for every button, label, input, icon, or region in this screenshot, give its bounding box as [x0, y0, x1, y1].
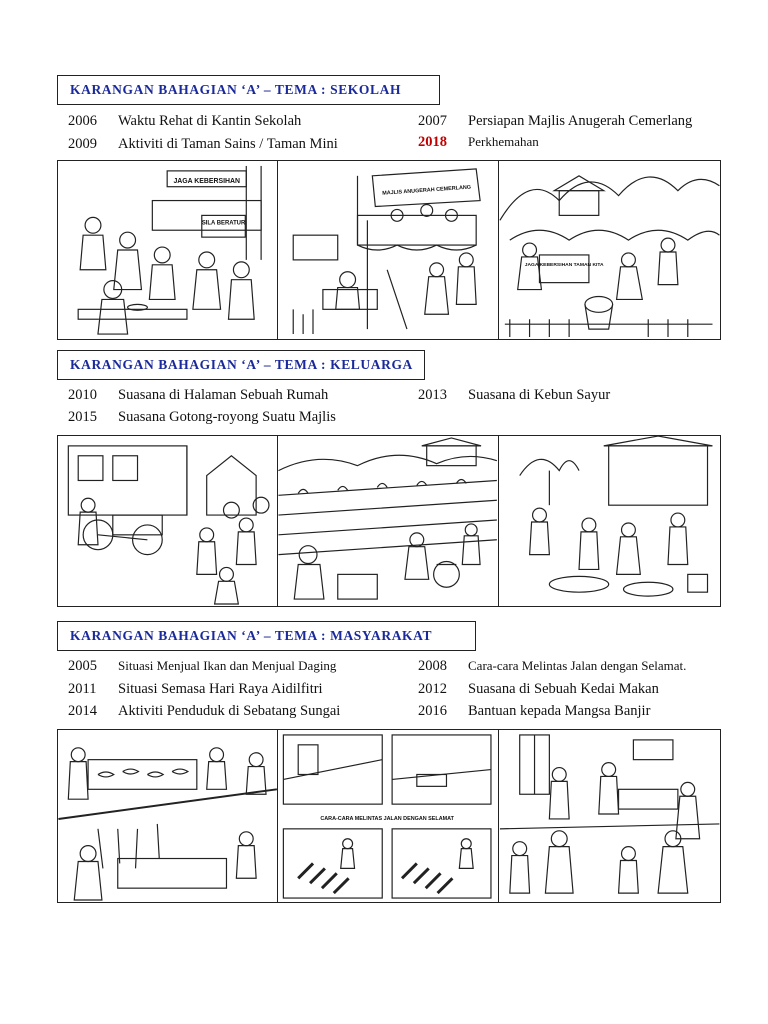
topic-2012 — [418, 681, 659, 698]
topic-2014 — [68, 703, 340, 720]
science-garden-illustration — [499, 161, 720, 339]
topic-text: Perkhemahan — [468, 134, 539, 149]
topic-year: 2016 — [418, 703, 447, 719]
topic-year: 2010 — [68, 387, 97, 403]
vegetable-farm-illustration — [278, 436, 498, 606]
topic-2011 — [68, 681, 323, 698]
topic-text: Aktiviti di Taman Sains / Taman Mini — [118, 136, 338, 152]
topic-text: Waktu Rehat di Kantin Sekolah — [118, 113, 302, 129]
topic-text: Suasana di Sebuah Kedai Makan — [468, 681, 659, 697]
topic-text: Cara-cara Melintas Jalan dengan Selamat. — [468, 658, 687, 673]
community-gathering-illustration — [499, 436, 720, 606]
banner-text: MAJLIS ANUGERAH CEMERLANG — [382, 184, 472, 197]
theme-title-masyarakat: KARANGAN BAHAGIAN ‘A’ – TEMA : MASYARAKAT — [57, 621, 476, 651]
topic-2009 — [68, 136, 338, 153]
sign-text: SILA BERATUR — [201, 220, 246, 227]
topic-text: Suasana di Kebun Sayur — [468, 387, 611, 403]
topic-year: 2014 — [68, 703, 97, 719]
topic-2018 — [418, 134, 539, 151]
illustration-row-sekolah — [57, 160, 721, 340]
school-canteen-illustration — [58, 161, 278, 339]
topic-year: 2008 — [418, 658, 447, 674]
illustration-row-masyarakat — [57, 729, 721, 903]
sign-text: JAGA KEBERSIHAN TAMAN KITA — [524, 262, 604, 268]
hari-raya-visit-illustration — [499, 730, 720, 902]
road-crossing-illustration — [278, 730, 498, 902]
topic-text: Persiapan Majlis Anugerah Cemerlang — [468, 113, 693, 129]
topic-2015 — [68, 409, 336, 426]
topic-2005 — [68, 658, 336, 675]
sign-text: JAGA KEBERSIHAN — [173, 177, 240, 185]
illustration-row-keluarga — [57, 435, 721, 607]
topic-text: Aktiviti Penduduk di Sebatang Sungai — [118, 703, 341, 719]
award-ceremony-preparation-illustration — [278, 161, 498, 339]
topic-year: 2011 — [68, 681, 97, 697]
topic-year: 2015 — [68, 409, 97, 425]
topic-year-highlight: 2018 — [418, 134, 447, 150]
topic-text: Suasana di Halaman Sebuah Rumah — [118, 387, 329, 403]
topic-year: 2005 — [68, 658, 97, 674]
topic-text: Suasana Gotong-royong Suatu Majlis — [118, 409, 336, 425]
topic-text: Situasi Semasa Hari Raya Aidilfitri — [118, 681, 323, 697]
house-yard-illustration — [58, 436, 278, 606]
topic-year: 2009 — [68, 136, 97, 152]
caption-text: CARA-CARA MELINTAS JALAN DENGAN SELAMAT — [320, 815, 455, 822]
topic-text: Bantuan kepada Mangsa Banjir — [468, 703, 651, 719]
topic-text: Situasi Menjual Ikan dan Menjual Daging — [118, 658, 337, 673]
topic-2013 — [418, 387, 610, 404]
topic-2007 — [418, 113, 692, 130]
topic-2010 — [68, 387, 328, 404]
topic-year: 2007 — [418, 113, 447, 129]
fish-meat-market-illustration — [58, 730, 278, 902]
theme-title-keluarga: KARANGAN BAHAGIAN ‘A’ – TEMA : KELUARGA — [57, 350, 425, 380]
topic-2008 — [418, 658, 686, 675]
theme-title-sekolah: KARANGAN BAHAGIAN ‘A’ – TEMA : SEKOLAH — [57, 75, 440, 105]
topic-year: 2012 — [418, 681, 447, 697]
topic-year: 2013 — [418, 387, 447, 403]
topic-year: 2006 — [68, 113, 97, 129]
topic-2006 — [68, 113, 301, 130]
topic-2016 — [418, 703, 650, 720]
